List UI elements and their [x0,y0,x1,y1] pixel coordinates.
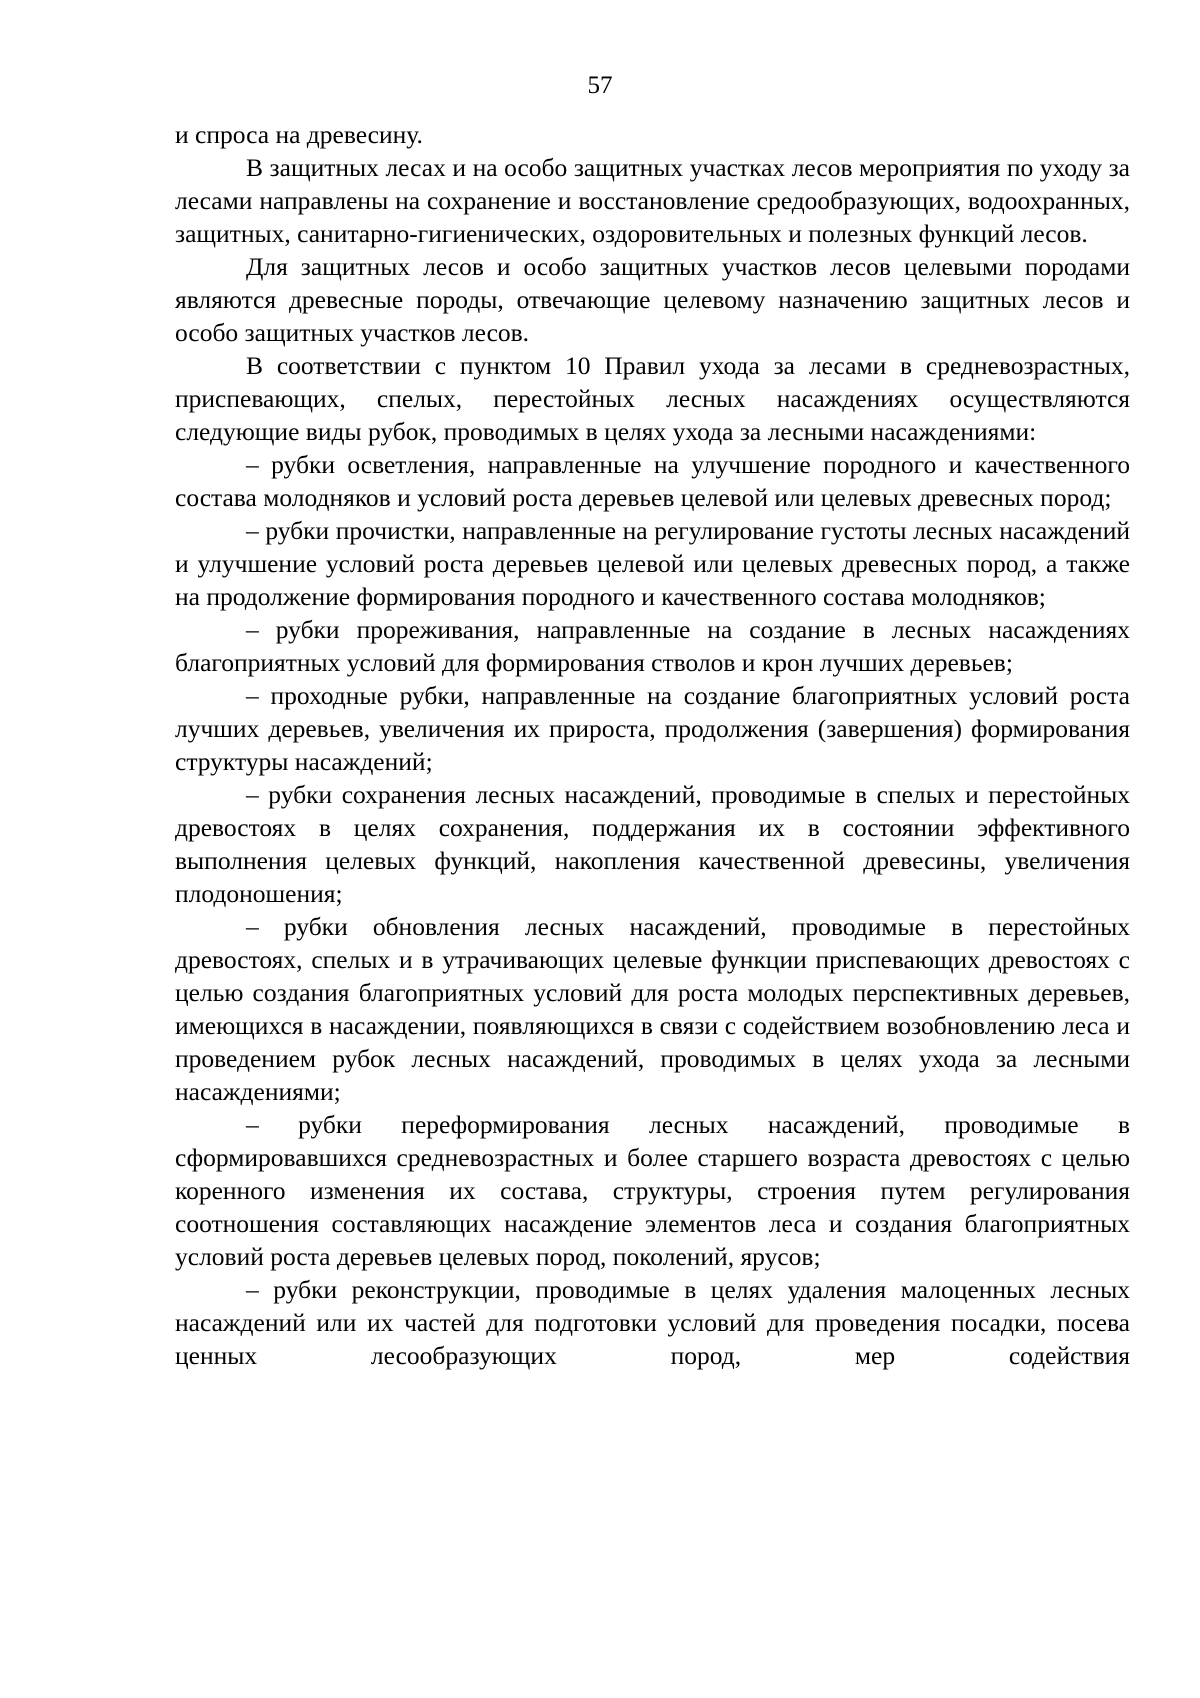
list-item-thinning-cuttings: – рубки прореживания, направленные на создание в лесных насаждениях благоприятных условий для формирования стволов и крон лучших деревьев; [175,615,1130,677]
list-item-cleaning-cuttings: – рубки прочистки, направленные на регулирование густоты лесных насаждений и улучшение условий роста деревьев целевой или целевых древесных пород, а также на продолжение формирования породного и качественного состава молодняков; [175,516,1130,611]
list-item-reconstruction-cuttings: – рубки реконструкции, проводимые в целях удаления малоценных лесных насаждений или их частей для подготовки условий для проведения посадки, посева ценных лесообразующих пород, мер содействия [175,1275,1130,1370]
paragraph-protective-forests-care: В защитных лесах и на особо защитных участках лесов мероприятия по уходу за лесами направлены на сохранение и восстановление средообразующих, водоохранных, защитных, санитарно-гигиенических, оздоровительных и полезных функций лесов. [175,153,1130,248]
list-item-clearing-cuttings: – рубки осветления, направленные на улучшение породного и качественного состава молодняков и условий роста деревьев целевой или целевых древесных пород; [175,450,1130,512]
paragraph-rules-reference: В соответствии с пунктом 10 Правил ухода за лесами в средневозрастных, приспевающих, спелых, перестойных лесных насаждениях осуществляются следующие виды рубок, проводимых в целях ухода за лесными насаждениями: [175,351,1130,446]
paragraph-target-species: Для защитных лесов и особо защитных участков лесов целевыми породами являются древесные породы, отвечающие целевому назначению защитных лесов и особо защитных участков лесов. [175,252,1130,347]
document-body [175,118,1130,1372]
list-item-renewal-cuttings: – рубки обновления лесных насаждений, проводимые в перестойных древостоях, спелых и в утрачивающих целевые функции приспевающих древостоях с целью создания благоприятных условий для роста молодых перспективных деревьев, имеющихся в насаждении, появляющихся в связи с содействием возобновлению леса и проведением рубок лесных насаждений, проводимых в целях ухода за лесными насаждениями; [175,912,1130,1106]
list-item-reformation-cuttings: – рубки переформирования лесных насаждений, проводимые в сформировавшихся средневозрастных и более старшего возраста древостоях с целью коренного изменения их состава, структуры, строения путем регулирования соотношения составляющих насаждение элементов леса и создания благоприятных условий роста деревьев целевых пород, поколений, ярусов; [175,1110,1130,1271]
list-item-conservation-cuttings: – рубки сохранения лесных насаждений, проводимые в спелых и перестойных древостоях в целях сохранения, поддержания их в состоянии эффективного выполнения целевых функций, накопления качественной древесины, увеличения плодоношения; [175,780,1130,908]
page-number: 57 [587,72,613,99]
paragraph-continuation: и спроса на древесину. [175,120,423,149]
list-item-passage-cuttings: – проходные рубки, направленные на создание благоприятных условий роста лучших деревьев, увеличения их прироста, продолжения (завершения) формирования структуры насаждений; [175,681,1130,776]
